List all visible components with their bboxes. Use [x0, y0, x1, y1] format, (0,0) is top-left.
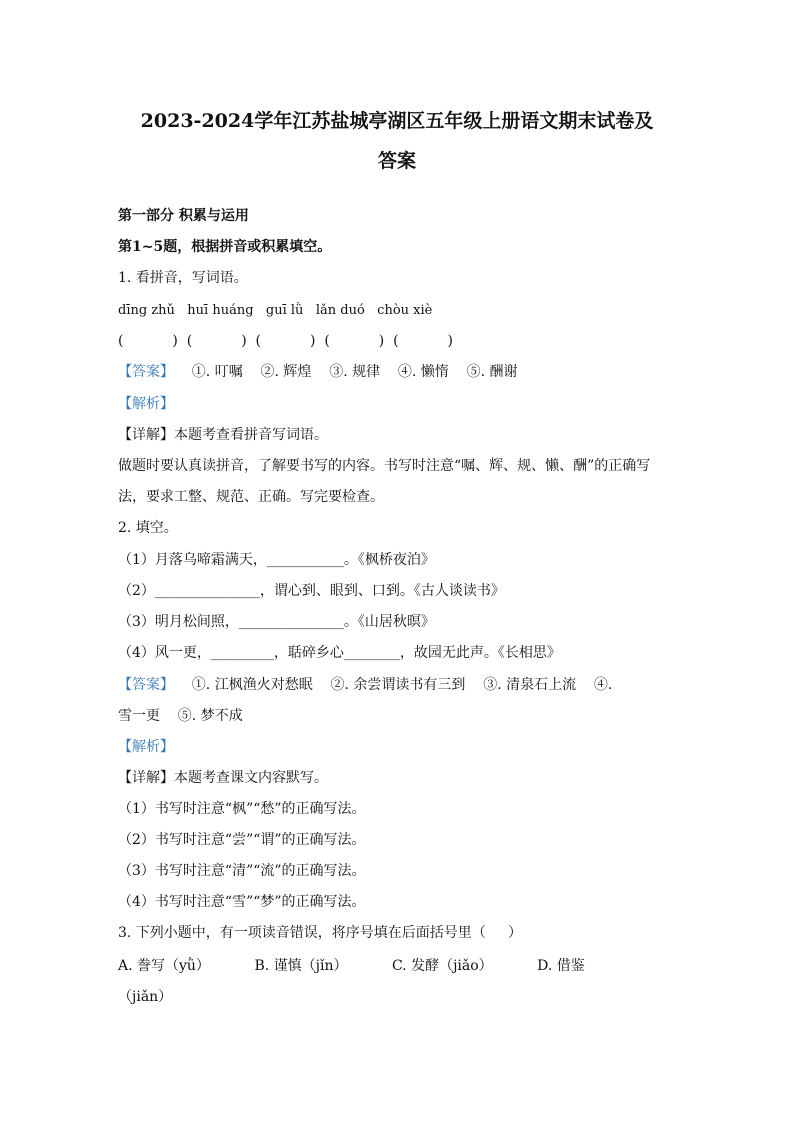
- q3-options-cont: （jiǎn）: [118, 989, 173, 1005]
- analysis-tag: 【解析】: [118, 396, 174, 412]
- q1-text: 法，要求工整、规范、正确。写完要检查。: [118, 489, 384, 505]
- doc-title-line1: 2023-2024学年江苏盐城亭湖区五年级上册语文期末试卷及: [140, 110, 654, 132]
- q1-pinyin: dīng zhǔ huī huáng guī lǜ lǎn duó chòu xiè: [118, 303, 433, 318]
- q1-answer: ①. 叮嘱 ②. 辉煌 ③. 规律 ④. 懒惰 ⑤. 酬谢: [174, 364, 518, 380]
- q2-note: （2）书写时注意“尝”“谓”的正确写法。: [118, 832, 366, 848]
- q1-blanks: ( ) ( ) ( ) ( ) ( ): [118, 333, 453, 349]
- q1-answer-line: [118, 362, 518, 382]
- q2-item: （4）风一更，_________，聒碎乡心________，故园无此声。《长相思》: [118, 645, 561, 661]
- q2-answer-cont: 雪一更 ⑤. 梦不成: [118, 708, 243, 724]
- q2-item: （1）月落乌啼霜满天，___________。《枫桥夜泊》: [118, 552, 435, 568]
- q2-detail: 【详解】本题考查课文内容默写。: [118, 770, 328, 786]
- q2-note: （3）书写时注意“清”“流”的正确写法。: [118, 863, 366, 879]
- q2-stem: 2. 填空。: [118, 520, 178, 536]
- q3-stem: 3. 下列小题中，有一项读音错误，将序号填在后面括号里（ ）: [118, 925, 523, 941]
- q1-text: 做题时要认真读拼音，了解要书写的内容。书写时注意“嘱、辉、规、懒、酬”的正确写: [118, 458, 651, 474]
- q2-answer-line: [118, 675, 612, 695]
- answer-tag: 【答案】: [118, 677, 174, 693]
- q3-options: A. 誊写（yǜ） B. 谨慎（jǐn） C. 发酵（jiǎo） D. 借鉴: [118, 958, 585, 974]
- instruction: 第1~5题，根据拼音或积累填空。: [118, 239, 332, 255]
- q2-note: （1）书写时注意“枫”“愁”的正确写法。: [118, 801, 366, 817]
- analysis-tag: 【解析】: [118, 739, 174, 755]
- answer-tag: 【答案】: [118, 364, 174, 380]
- q1-detail: 【详解】本题考查看拼音写词语。: [118, 427, 328, 443]
- q1-stem: 1. 看拼音，写词语。: [118, 270, 248, 286]
- section-heading: 第一部分 积累与运用: [118, 208, 249, 224]
- q2-item: （3）明月松间照，_______________。《山居秋暝》: [118, 614, 435, 630]
- q2-answer: ①. 江枫渔火对愁眠 ②. 余尝谓读书有三到 ③. 清泉石上流 ④.: [174, 677, 613, 693]
- q2-item: （2）_______________，谓心到、眼到、口到。《古人谈读书》: [118, 583, 505, 599]
- doc-title-line2: 答案: [377, 150, 416, 172]
- q2-note: （4）书写时注意“雪”“梦”的正确写法。: [118, 894, 366, 910]
